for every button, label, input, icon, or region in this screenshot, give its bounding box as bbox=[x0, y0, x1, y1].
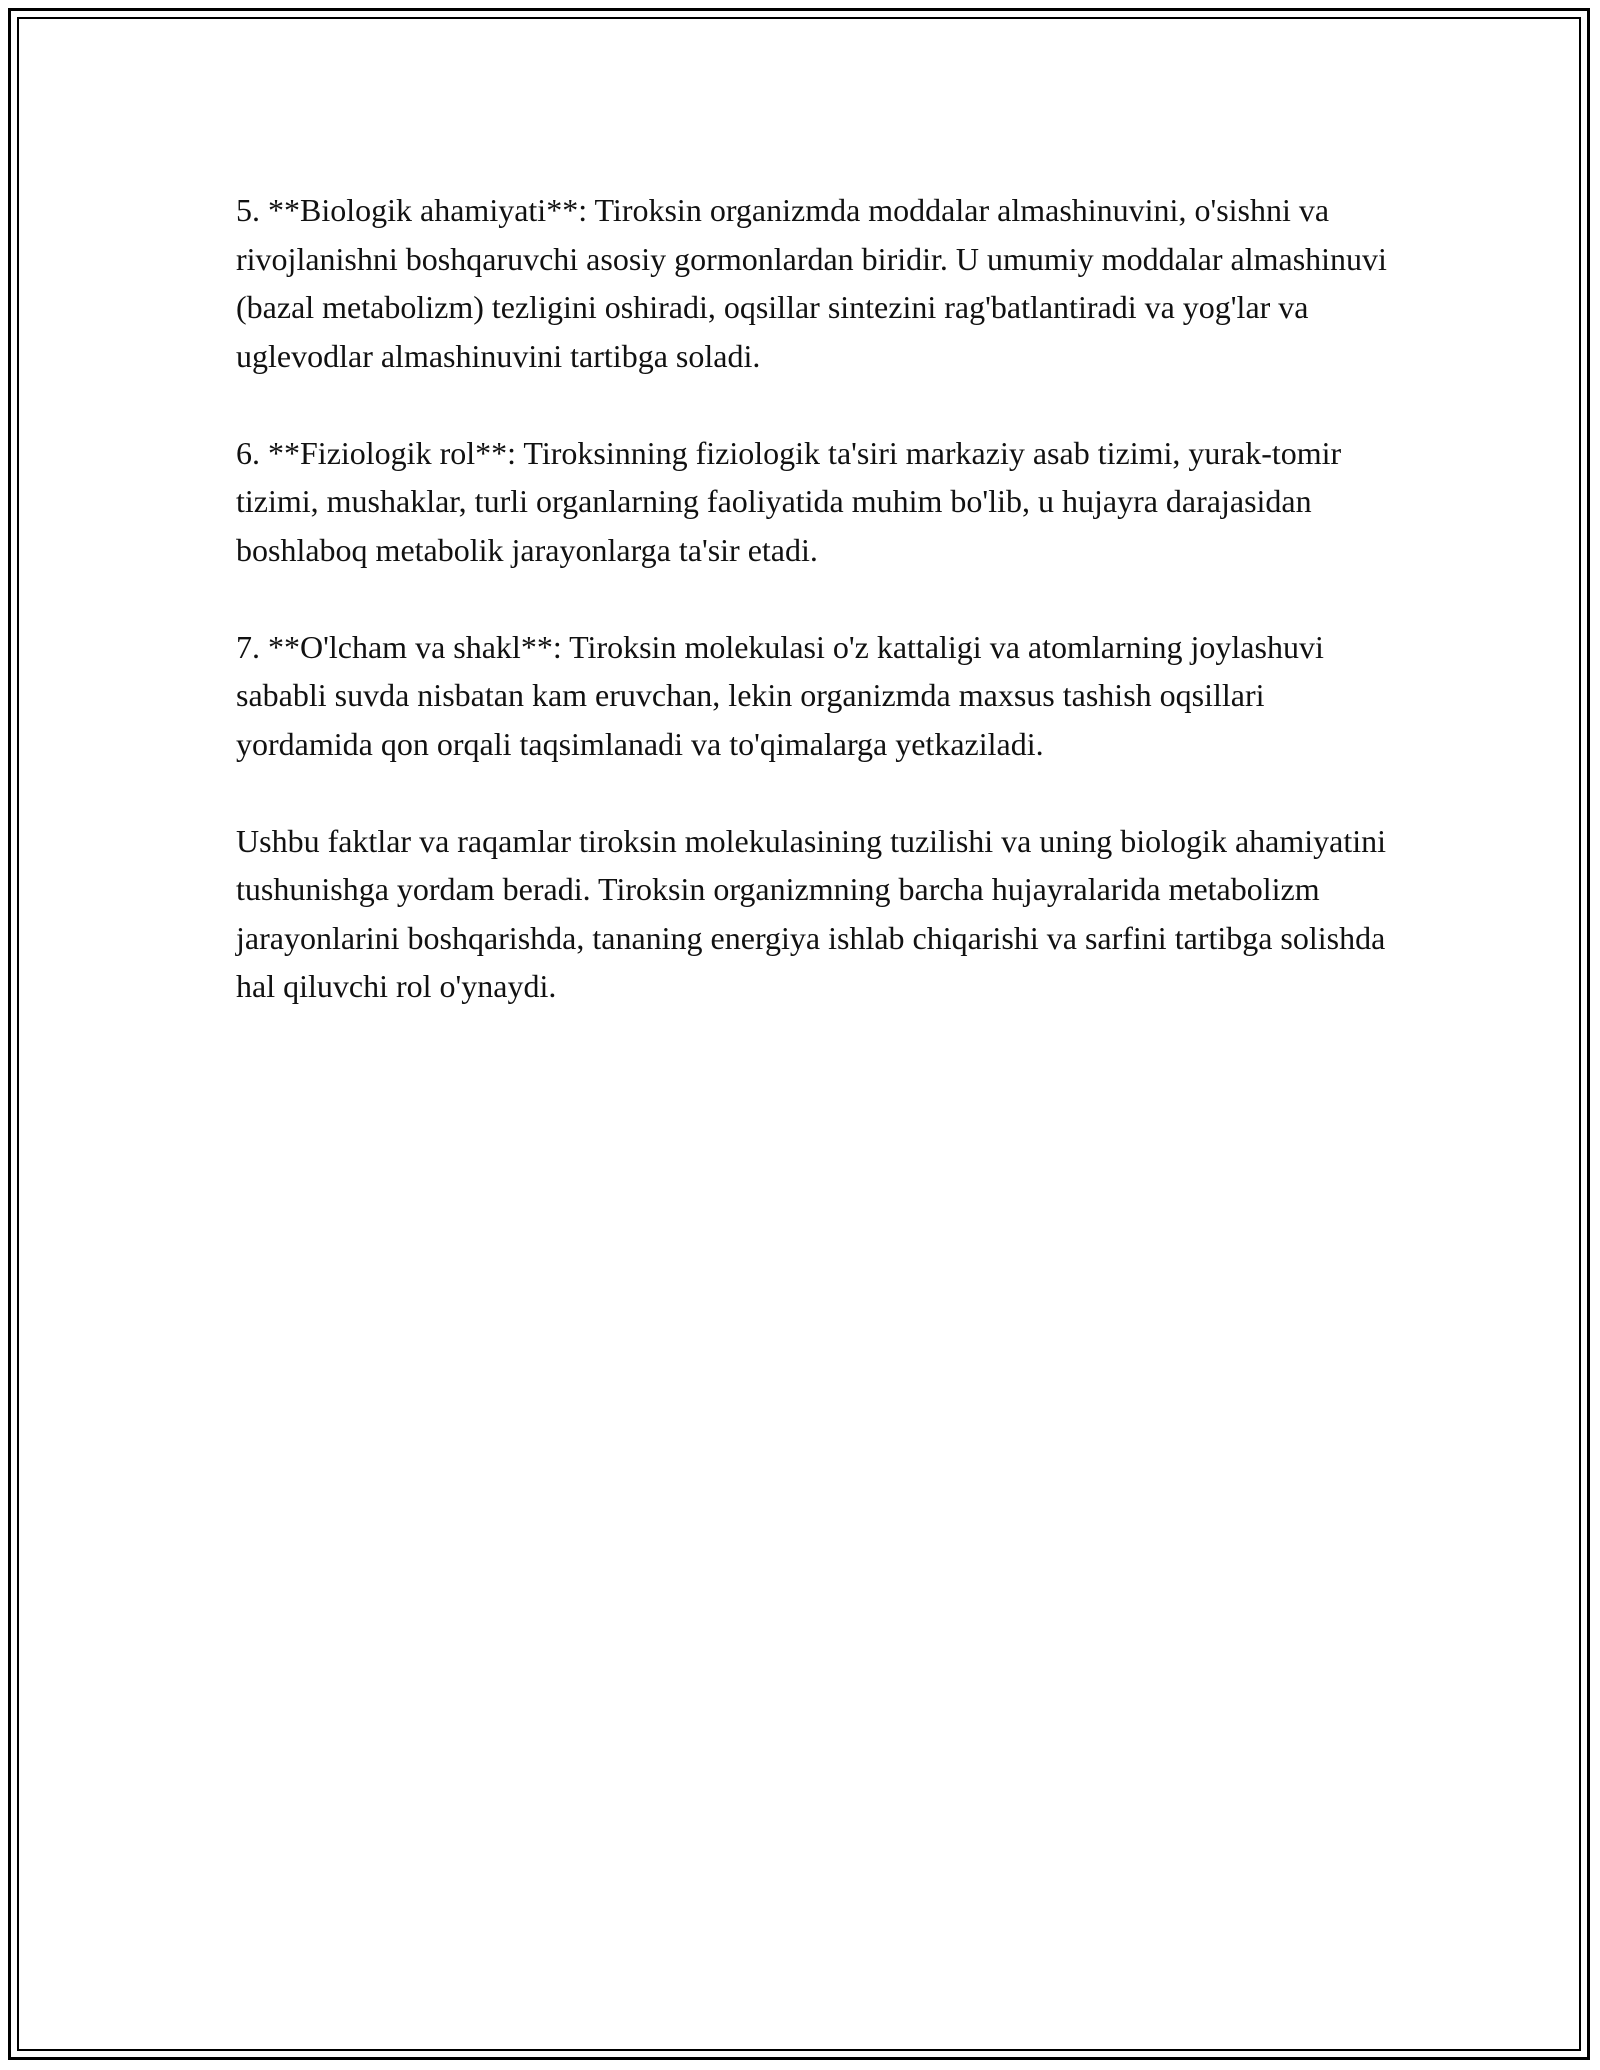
paragraph-biologik-ahamiyati: 5. **Biologik ahamiyati**: Tiroksin organizmda moddalar almashinuvini, o'sishni va rivojlanishni boshqaruvchi asosiy gormonlardan biridir. U umumiy moddalar almashinuvi (bazal metabolizm) tezligini oshiradi, oqsillar sintezini rag'batlantiradi va yog'lar va uglevodlar almashinuvini tartibga soladi. bbox=[236, 192, 1387, 374]
paragraph-conclusion: Ushbu faktlar va raqamlar tiroksin molekulasining tuzilishi va uning biologik ahamiyatini tushunishga yordam beradi. Tiroksin organizmning barcha hujayralarida metabolizm jarayonlarini boshqarishda, tananing energiya ishlab chiqarishi va sarfini tartibga solishda hal qiluvchi rol o'ynaydi. bbox=[236, 822, 1386, 1004]
paragraph-olcham-va-shakl: 7. **O'lcham va shakl**: Tiroksin molekulasi o'z kattaligi va atomlarning joylashuvi sababli suvda nisbatan kam eruvchan, lekin organizmda maxsus tashish oqsillari yordamida qon orqali taqsimlanadi va to'qimalarga yetkaziladi. bbox=[236, 628, 1324, 762]
paragraph-fiziologik-rol: 6. **Fiziologik rol**: Tiroksinning fiziologik ta'siri markaziy asab tizimi, yurak-tomir tizimi, mushaklar, turli organlarning faoliyatida muhim bo'lib, u hujayra darajasidan boshlaboq metabolik jarayonlarga ta'sir etadi. bbox=[236, 434, 1342, 568]
document-body bbox=[236, 186, 1396, 1059]
